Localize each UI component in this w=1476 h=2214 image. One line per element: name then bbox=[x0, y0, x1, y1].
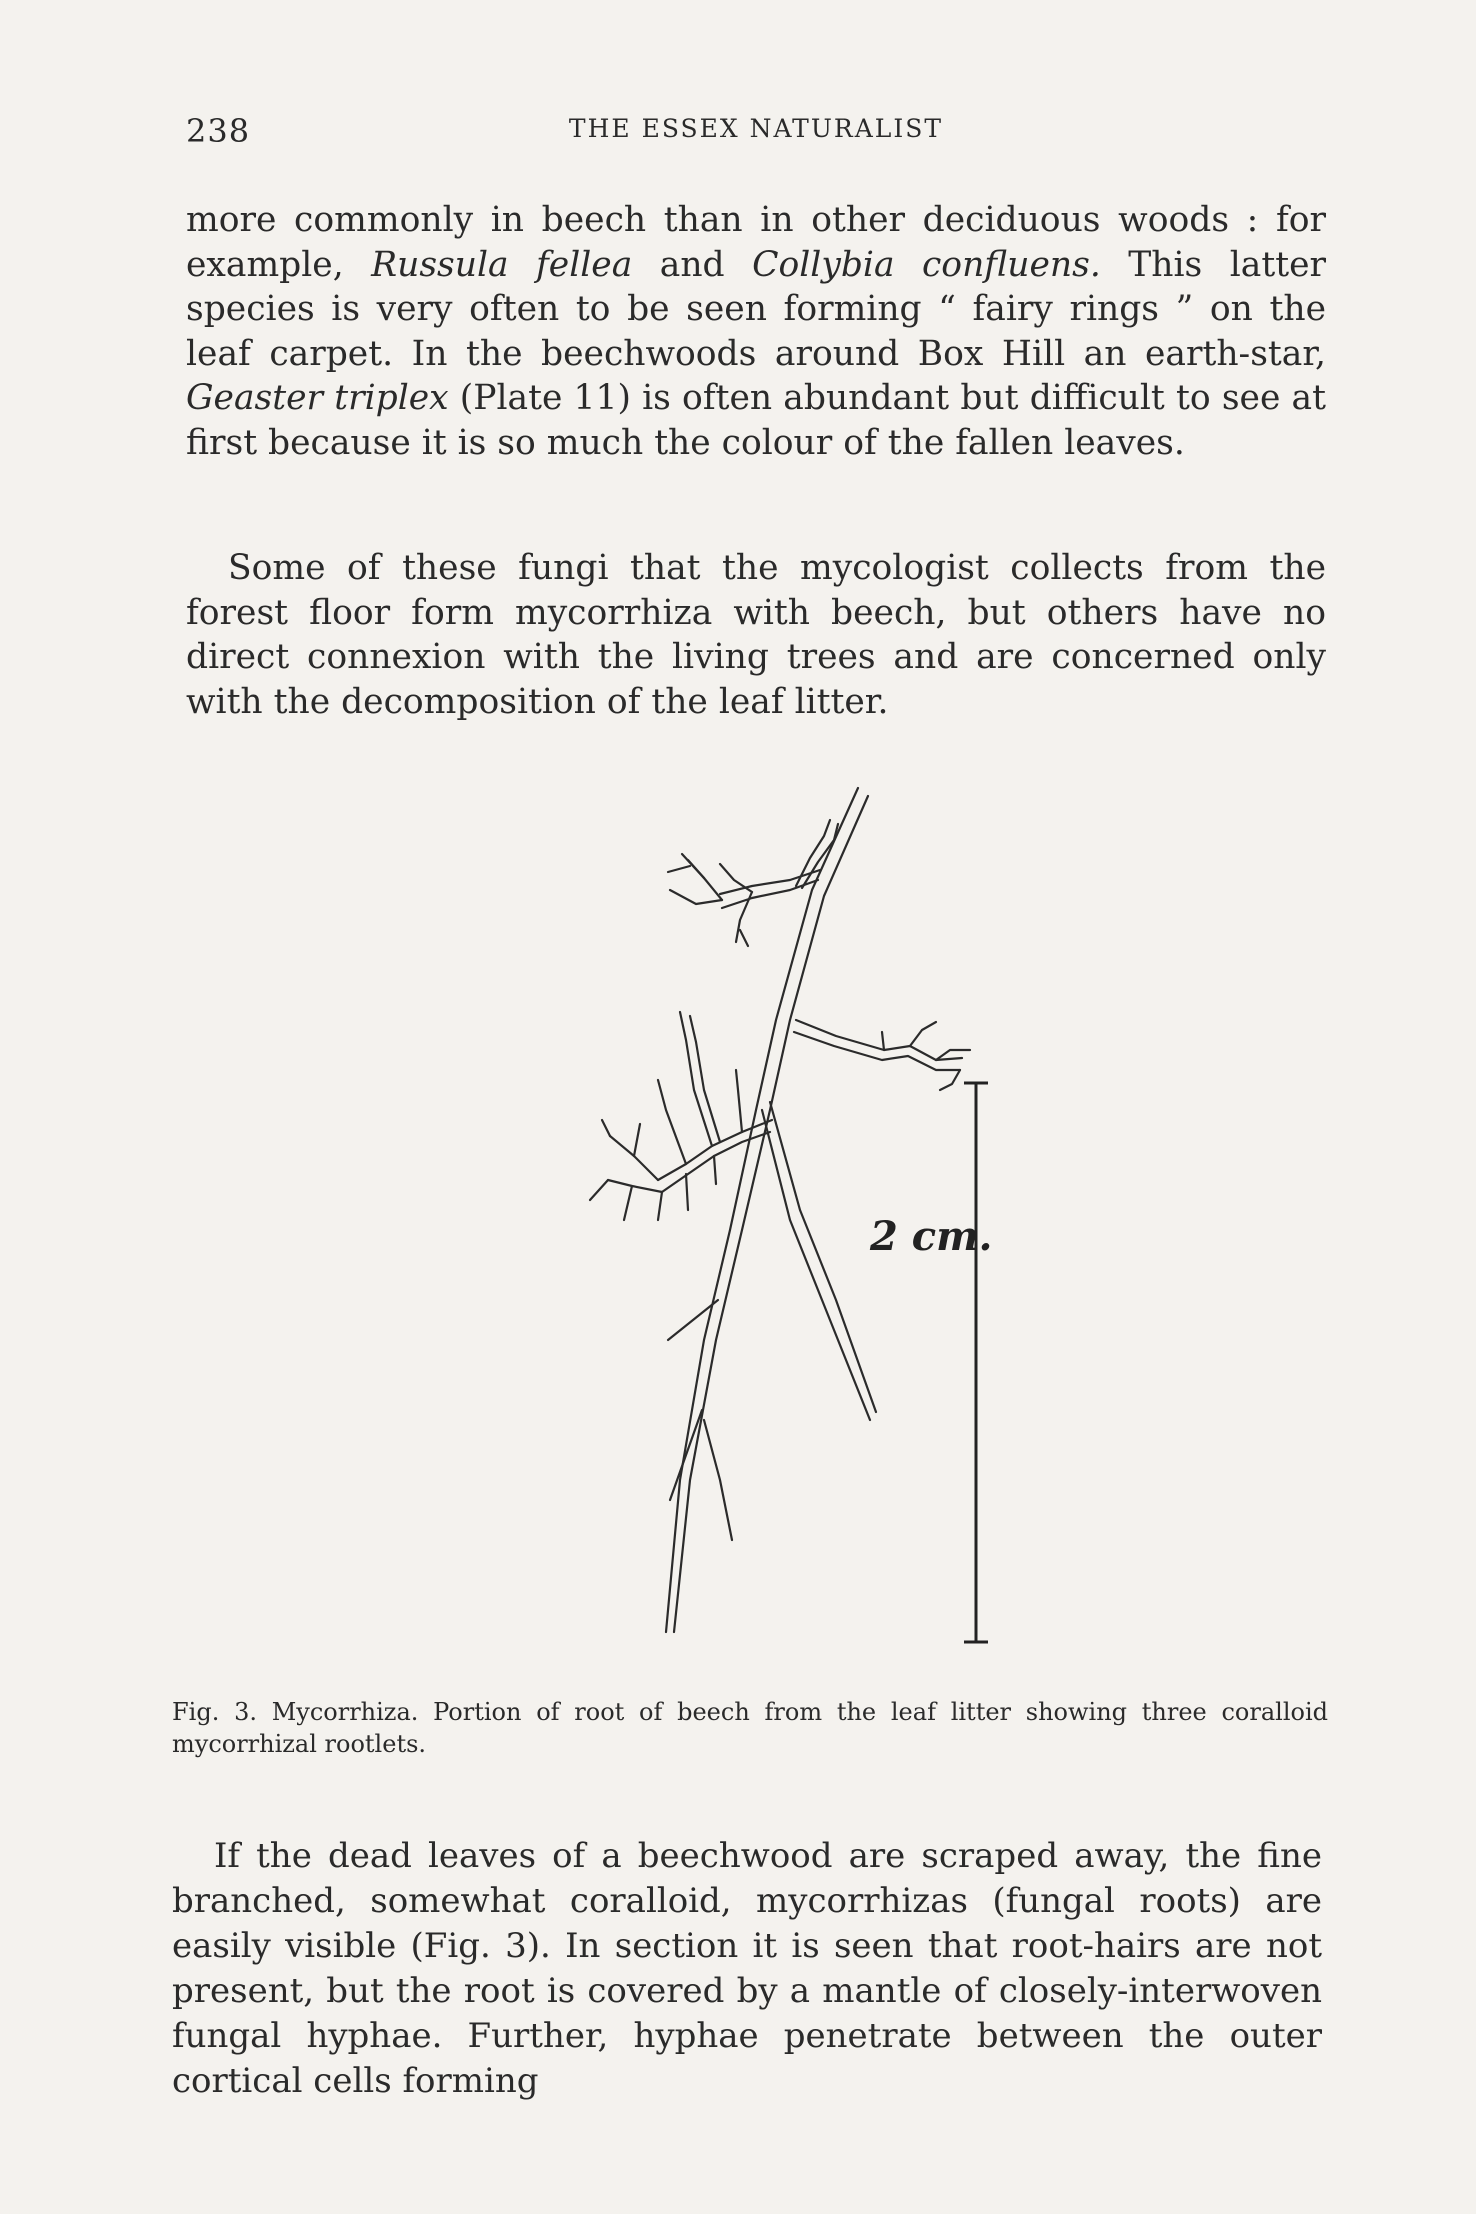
paragraph-1-text-d: (Plate 11) is often abundant but difficult to see at first because it is so much the colour of the fallen leaves. bbox=[186, 378, 1326, 463]
paragraph-1-text-a: more commonly in beech than in other deciduous woods : for example, bbox=[186, 200, 1326, 285]
species-geaster-triplex: Geaster triplex bbox=[186, 378, 449, 418]
paragraph-1-text-c: This latter species is very often to be seen forming “ fairy rings ” on the leaf carpet. In the beechwoods around Box Hill an earth-star, bbox=[186, 244, 1326, 374]
scale-bar-label: 2 cm. bbox=[870, 1213, 993, 1260]
species-collybia-confluens: Collybia confluens. bbox=[752, 244, 1101, 285]
paragraph-1-text-b: and bbox=[632, 244, 753, 285]
mycorrhiza-drawing bbox=[490, 780, 1010, 1650]
page-number: 238 bbox=[186, 112, 251, 150]
mycorrhiza-figure bbox=[490, 780, 1010, 1650]
paragraph-1 bbox=[186, 198, 1326, 465]
running-head bbox=[186, 112, 1326, 162]
paragraph-3: If the dead leaves of a beechwood are scraped away, the fine branched, somewhat coralloid, mycorrhizas (fungal roots) are easily visible (Fig. 3). In section it is seen that root-hairs are not present, but the root is covered by a mantle of closely-interwoven fungal hyphae. Further, hyphae penetrate between the outer cortical cells forming bbox=[172, 1836, 1322, 2101]
paragraph-2: Some of these fungi that the mycologist collects from the forest floor form mycorrhiza with beech, but others have no direct connexion with the living trees and are concerned only with the decomposition of the leaf litter. bbox=[186, 548, 1326, 722]
figure-caption: Fig. 3. Mycorrhiza. Portion of root of beech from the leaf litter showing three coralloid mycorrhizal rootlets. bbox=[172, 1698, 1328, 1758]
species-russula-fellea: Russula fellea bbox=[371, 244, 633, 285]
running-title: THE ESSEX NATURALIST bbox=[568, 114, 944, 143]
